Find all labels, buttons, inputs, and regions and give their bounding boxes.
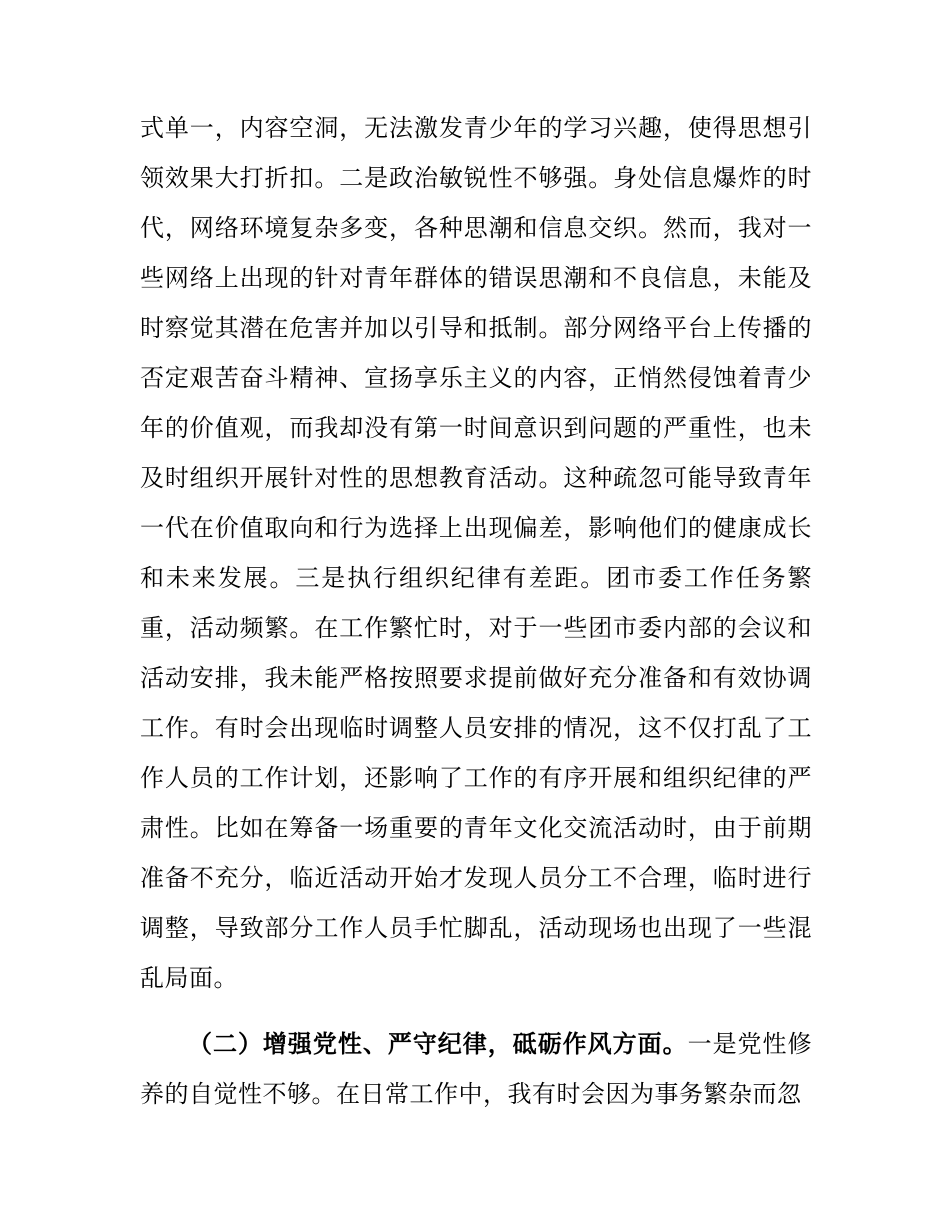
paragraph-text: 式单一，内容空洞，无法激发青少年的学习兴趣，使得思想引领效果大打折扣。二是政治敏锐性不够强。身处信息爆炸的时代，网络环境复杂多变，各种思潮和信息交织。然而，我对一些网络上出现的针对青年群体的错误思潮和不良信息，未能及时察觉其潜在危害并加以引导和抵制。部分网络平台上传播的否定艰苦奋斗精神、宣扬享乐主义的内容，正悄然侵蚀着青少年的价值观，而我却没有第一时间意识到问题的严重性，也未及时组织开展针对性的思想教育活动。这种疏忽可能导致青年一代在价值取向和行为选择上出现偏差，影响他们的健康成长和未来发展。三是执行组织纪律有差距。团市委工作任务繁重，活动频繁。在工作繁忙时，对于一些团市委内部的会议和活动安排，我未能严格按照要求提前做好充分准备和有效协调工作。有时会出现临时调整人员安排的情况，这不仅打乱了工作人员的工作计划，还影响了工作的有序开展和组织纪律的严肃性。比如在筹备一场重要的青年文化交流活动时，由于前期准备不充分，临近活动开始才发现人员分工不合理，临时进行调整，导致部分工作人员手忙脚乱，活动现场也出现了一些混乱局面。 xyxy=(140,116,812,992)
paragraph-text: 一是党性修养的自觉性不够。在日常工作中，我有时会因为事务繁杂而忽 xyxy=(140,1032,813,1108)
paragraph xyxy=(140,104,812,1004)
paragraph-heading-text: （二）增强党性、严守纪律，砥砺作风方面。 xyxy=(188,1032,688,1058)
paragraph xyxy=(140,1020,812,1120)
